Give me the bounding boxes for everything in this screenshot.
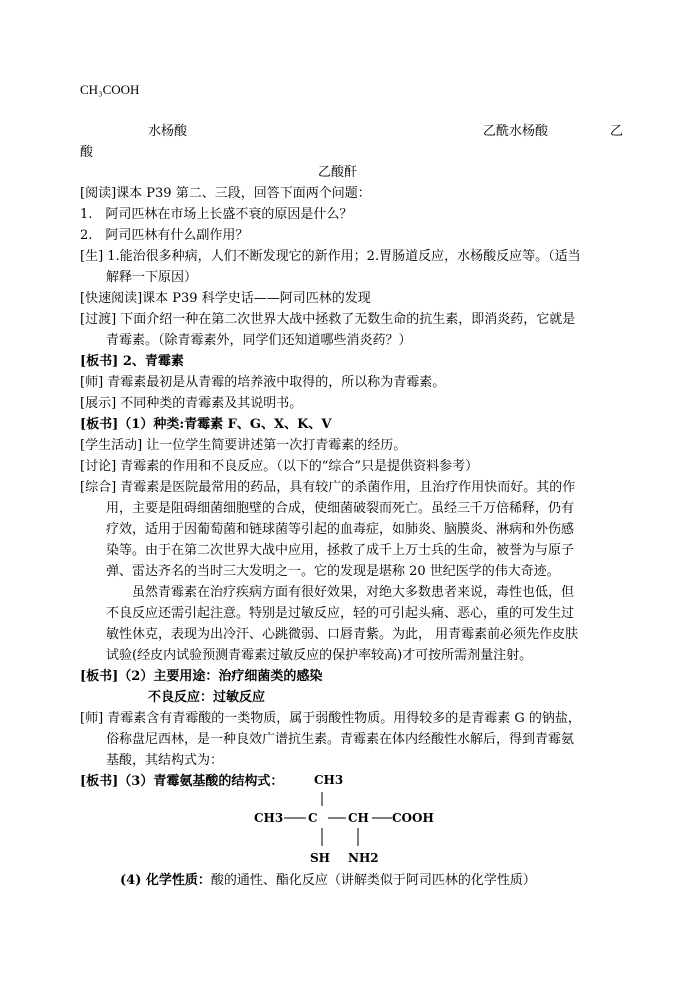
- teacher-line-1: [师] 青霉素最初是从青霉的培养液中取得的，所以称为青霉素。: [80, 375, 446, 390]
- synthesis-p2-line-1: 虽然青霉素在治疗疾病方面有很好效果，对绝大多数患者来说，毒性也低，但: [106, 585, 575, 600]
- board-use-line: [板书]（2）主要用途：治疗细菌类的感染: [80, 669, 323, 684]
- student-answer: [生] 1.能治很多种病，人们不断发现它的新作用；2.胃肠道反应，水杨酸反应等。（适当: [80, 249, 581, 264]
- synthesis-line-1: [综合] 青霉素是医院最常用的药品，具有较广的杀菌作用，且治疗作用快而好。其的作: [80, 480, 576, 495]
- question-1: 1. 阿司匹林在市场上长盛不衰的原因是什么？: [80, 207, 353, 222]
- reading-line: [阅读]课本 P39 第二、三段，回答下面两个问题：: [80, 186, 371, 201]
- chemical-properties-line: [120, 871, 536, 891]
- chem-prop-label: (4) 化学性质：: [120, 873, 211, 888]
- struct-nh2: NH2: [348, 851, 379, 865]
- student-answer-cont: 解释一下原因）: [106, 270, 198, 285]
- board-heading-penicillin: [板书] 2、青霉素: [80, 354, 184, 369]
- transition-line: [过渡] 下面介绍一种在第二次世界大战中拯救了无数生命的抗生素，即消炎药，它就是: [80, 312, 576, 327]
- question-2: 2. 阿司匹林有什么副作用？: [80, 228, 249, 243]
- teacher-line-2: [师] 青霉素含有青霉酸的一类物质，属于弱酸性物质。用得较多的是青霉素 G 的钠盐，: [80, 711, 581, 726]
- discussion-line: [讨论] 青霉素的作用和不良反应。（以下的“综合”只是提供资料参考）: [80, 459, 479, 474]
- synthesis-line-3: 疗效，适用于因葡萄菌和链球菌等引起的血毒症，如肺炎、脑膜炎、淋病和外伤感: [106, 522, 575, 537]
- board-types-line: [板书]（1）种类:青霉素 F、G、X、K、V: [80, 417, 332, 432]
- synthesis-p2-line-2: 不良反应还需引起注意。特别是过敏反应，轻的可引起头痛、恶心，重的可发生过: [106, 606, 575, 621]
- student-activity-line: [学生活动] 让一位学生简要讲述第一次打青霉素的经历。: [80, 438, 407, 453]
- struct-top-ch3: CH3: [314, 773, 344, 787]
- formula-ch3cooh: CH₃COOH: [80, 82, 140, 97]
- display-line: [展示] 不同种类的青霉素及其说明书。: [80, 396, 303, 411]
- synthesis-line-2: 用，主要是阻碍细菌细胞壁的合成，使细菌破裂而死亡。虽经三千万倍稀释，仍有: [106, 501, 575, 516]
- synthesis-p2-line-3: 敏性休克，表现为出冷汗、心跳微弱、口唇青紫。为此， 用青霉素前必须先作皮肤: [106, 627, 579, 642]
- board-structure-line: [板书]（3）青霉氨基酸的结构式：: [80, 774, 284, 789]
- struct-sh: SH: [310, 851, 331, 865]
- synthesis-p2-line-4: 试验(经皮内试验预测青霉素过敏反应的保护率较高)才可按所需剂量注射。: [106, 648, 533, 663]
- synthesis-line-5: 弹、雷达齐名的当时三大发明之一。它的发现是堪称 20 世纪医学的伟大奇迹。: [106, 564, 560, 579]
- synthesis-line-4: 染等。由于在第二次世界大战中应用，拯救了成千上万士兵的生命，被誉为与原子: [106, 543, 575, 558]
- label-acetic-anhydride: 乙酸酐: [318, 165, 358, 180]
- struct-center-c: C: [308, 811, 318, 825]
- transition-line-cont: 青霉素。（除青霉素外，同学们还知道哪些消炎药？）: [106, 333, 412, 348]
- label-acetic-prefix: 乙: [610, 124, 624, 139]
- fast-reading-line: [快速阅读]课本 P39 科学史话——阿司匹林的发现: [80, 291, 371, 306]
- structural-formula: [250, 766, 450, 876]
- label-salicylic-acid: 水杨酸: [148, 124, 188, 139]
- struct-cooh: COOH: [392, 811, 434, 825]
- board-adverse-line: 不良反应：过敏反应: [148, 690, 266, 705]
- struct-ch: CH: [348, 811, 369, 825]
- label-acetylsalicylic-acid: 乙酰水杨酸: [483, 124, 549, 139]
- teacher-line-2-cont-2: 基酸，其结构式为：: [106, 753, 224, 768]
- struct-left-ch3: CH3: [254, 811, 284, 825]
- teacher-line-2-cont-1: 俗称盘尼西林，是一种良效广谱抗生素。青霉素在体内经酸性水解后，得到青霉氨: [106, 732, 575, 747]
- chem-prop-text: 酸的通性、酯化反应（讲解类似于阿司匹林的化学性质）: [210, 873, 536, 888]
- label-acetic-suffix: 酸: [80, 145, 94, 160]
